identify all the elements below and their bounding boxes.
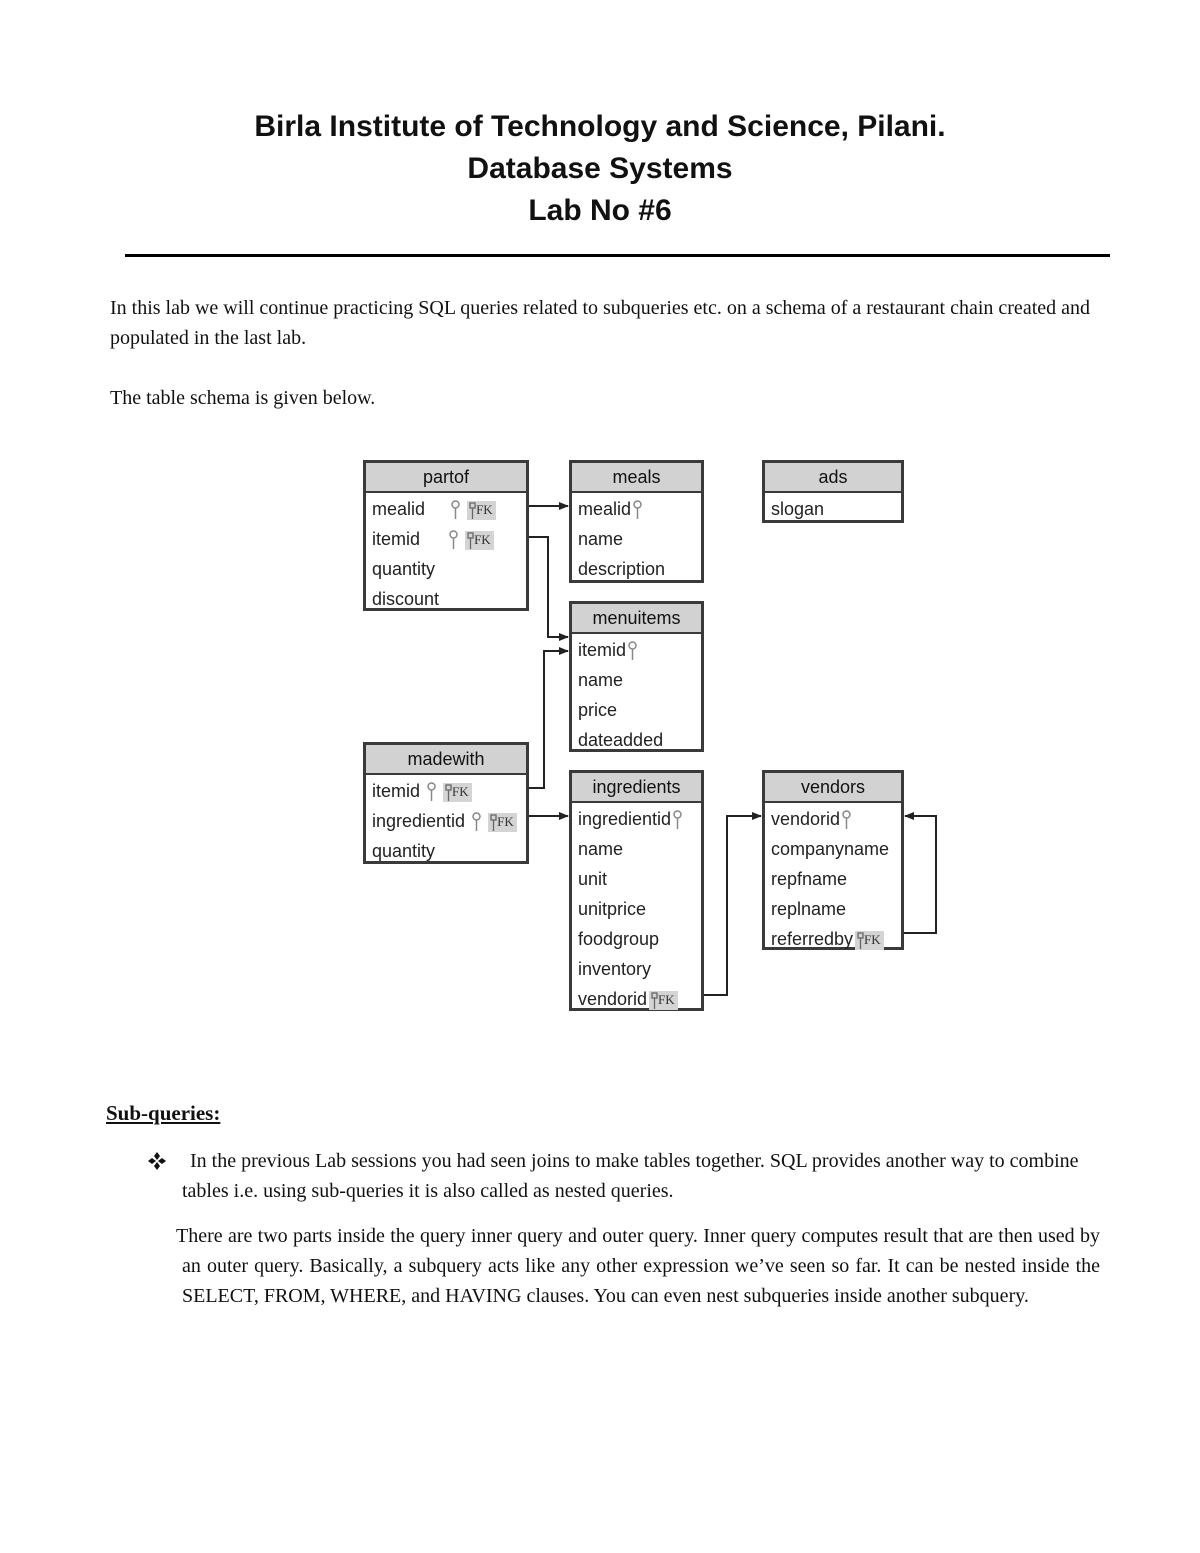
- column-row: [771, 834, 901, 864]
- table-title: meals: [572, 463, 701, 493]
- institution-title: Birla Institute of Technology and Science, Pilani.: [254, 110, 946, 143]
- column-name: name: [578, 839, 624, 859]
- foreign-key-badge: [855, 931, 884, 950]
- primary-key-icon: [472, 812, 481, 832]
- column-name: description: [578, 559, 666, 579]
- primary-key-icon: [449, 530, 458, 550]
- column-row: [578, 725, 701, 755]
- column-row: [771, 494, 901, 524]
- table-menuitems: [569, 601, 704, 752]
- column-row: [578, 984, 701, 1014]
- header-divider: [125, 254, 1110, 257]
- foreign-key-badge: [467, 501, 496, 520]
- column-name: ingredientid: [578, 809, 672, 829]
- primary-key-icon: [451, 500, 460, 520]
- column-name: ingredientid: [372, 811, 466, 831]
- subqueries-paragraph-2: There are two parts inside the query inner query and outer query. Inner query computes result that are then used by an outer query. Basically, a subquery acts like any other expression we’ve seen so far. It can be nested inside the SELECT, FROM, WHERE, and HAVING clauses. You can even nest subqueries inside another subquery.: [176, 1225, 1100, 1307]
- column-name: inventory: [578, 959, 652, 979]
- column-name: referredby: [771, 929, 854, 949]
- column-name: slogan: [771, 499, 825, 519]
- column-name: itemid: [578, 640, 627, 660]
- madewith-itemid-to-menuitems-line: [527, 651, 568, 788]
- foreign-key-icon: [467, 532, 474, 550]
- table-title: partof: [366, 463, 526, 493]
- column-name: unitprice: [578, 899, 647, 919]
- column-row: [578, 554, 701, 584]
- column-row: [578, 894, 701, 924]
- column-row: [372, 554, 526, 584]
- foreign-key-icon: [445, 784, 452, 802]
- primary-key-icon: [427, 782, 436, 802]
- column-name: repfname: [771, 869, 848, 889]
- column-name: foodgroup: [578, 929, 660, 949]
- column-name: itemid: [372, 529, 421, 549]
- column-row: [372, 584, 526, 614]
- column-name: mealid: [578, 499, 632, 519]
- column-row: [578, 524, 701, 554]
- column-row: [578, 864, 701, 894]
- column-row: [578, 665, 701, 695]
- column-name: unit: [578, 869, 608, 889]
- column-name: dateadded: [578, 730, 664, 750]
- column-row: [578, 954, 701, 984]
- column-name: vendorid: [578, 989, 648, 1009]
- column-name: name: [578, 529, 624, 549]
- column-row: [578, 834, 701, 864]
- vendors-referredby-self-line: [903, 816, 936, 933]
- fk-label: FK: [864, 931, 881, 947]
- table-title: ingredients: [572, 773, 701, 803]
- column-name: discount: [372, 589, 440, 609]
- foreign-key-badge: [649, 991, 678, 1010]
- table-meals: [569, 460, 704, 583]
- column-row: [578, 635, 701, 665]
- four-diamond-bullet-icon: [146, 1150, 168, 1172]
- column-row: [578, 924, 701, 954]
- column-row: [771, 924, 901, 954]
- ingredients-vendorid-to-vendors-line: [703, 816, 761, 995]
- fk-label: FK: [476, 501, 493, 517]
- table-title: menuitems: [572, 604, 701, 634]
- table-title: vendors: [765, 773, 901, 803]
- column-row: [578, 494, 701, 524]
- column-row: [578, 695, 701, 725]
- table-title: madewith: [366, 745, 526, 775]
- primary-key-icon: [633, 500, 642, 520]
- column-row: [372, 524, 526, 554]
- column-name: vendorid: [771, 809, 841, 829]
- foreign-key-badge: [443, 783, 472, 802]
- table-ingredients: [569, 770, 704, 1011]
- column-row: [372, 776, 526, 806]
- foreign-key-icon: [857, 932, 864, 950]
- column-name: replname: [771, 899, 847, 919]
- column-name: quantity: [372, 841, 436, 861]
- schema-note: The table schema is given below.: [110, 387, 376, 409]
- column-row: [771, 804, 901, 834]
- partof-itemid-to-menuitems-line: [527, 537, 568, 637]
- intro-paragraph: In this lab we will continue practicing SQL queries related to subqueries etc. on a schema of a restaurant chain created and populated in the last lab.: [110, 297, 1090, 349]
- column-row: [578, 804, 701, 834]
- course-title: Database Systems: [467, 152, 733, 185]
- fk-label: FK: [658, 991, 675, 1007]
- primary-key-icon: [628, 641, 637, 661]
- column-row: [372, 836, 526, 866]
- fk-label: FK: [452, 783, 469, 799]
- column-row: [372, 494, 526, 524]
- column-row: [771, 864, 901, 894]
- column-name: mealid: [372, 499, 426, 519]
- table-title: ads: [765, 463, 901, 493]
- fk-label: FK: [474, 531, 491, 547]
- table-ads: [762, 460, 904, 523]
- table-madewith: [363, 742, 529, 864]
- column-name: companyname: [771, 839, 890, 859]
- primary-key-icon: [842, 810, 851, 830]
- foreign-key-badge: [465, 531, 494, 550]
- column-row: [771, 894, 901, 924]
- table-partof: [363, 460, 529, 611]
- column-name: price: [578, 700, 618, 720]
- fk-label: FK: [497, 813, 514, 829]
- subqueries-heading: Sub-queries:: [106, 1101, 221, 1125]
- column-name: name: [578, 670, 624, 690]
- column-name: itemid: [372, 781, 421, 801]
- schema-diagram: [330, 450, 970, 1030]
- foreign-key-icon: [651, 992, 658, 1010]
- lab-title: Lab No #6: [528, 194, 672, 227]
- primary-key-icon: [673, 810, 682, 830]
- column-name: quantity: [372, 559, 436, 579]
- column-row: [372, 806, 526, 836]
- table-vendors: [762, 770, 904, 950]
- foreign-key-badge: [488, 813, 517, 832]
- subqueries-paragraph-1: [182, 1146, 1100, 1206]
- paragraph-text: In the previous Lab sessions you had seen joins to make tables together. SQL provides another way to combine tables i.e. using sub-queries it is also called as nested queries.: [182, 1150, 1079, 1202]
